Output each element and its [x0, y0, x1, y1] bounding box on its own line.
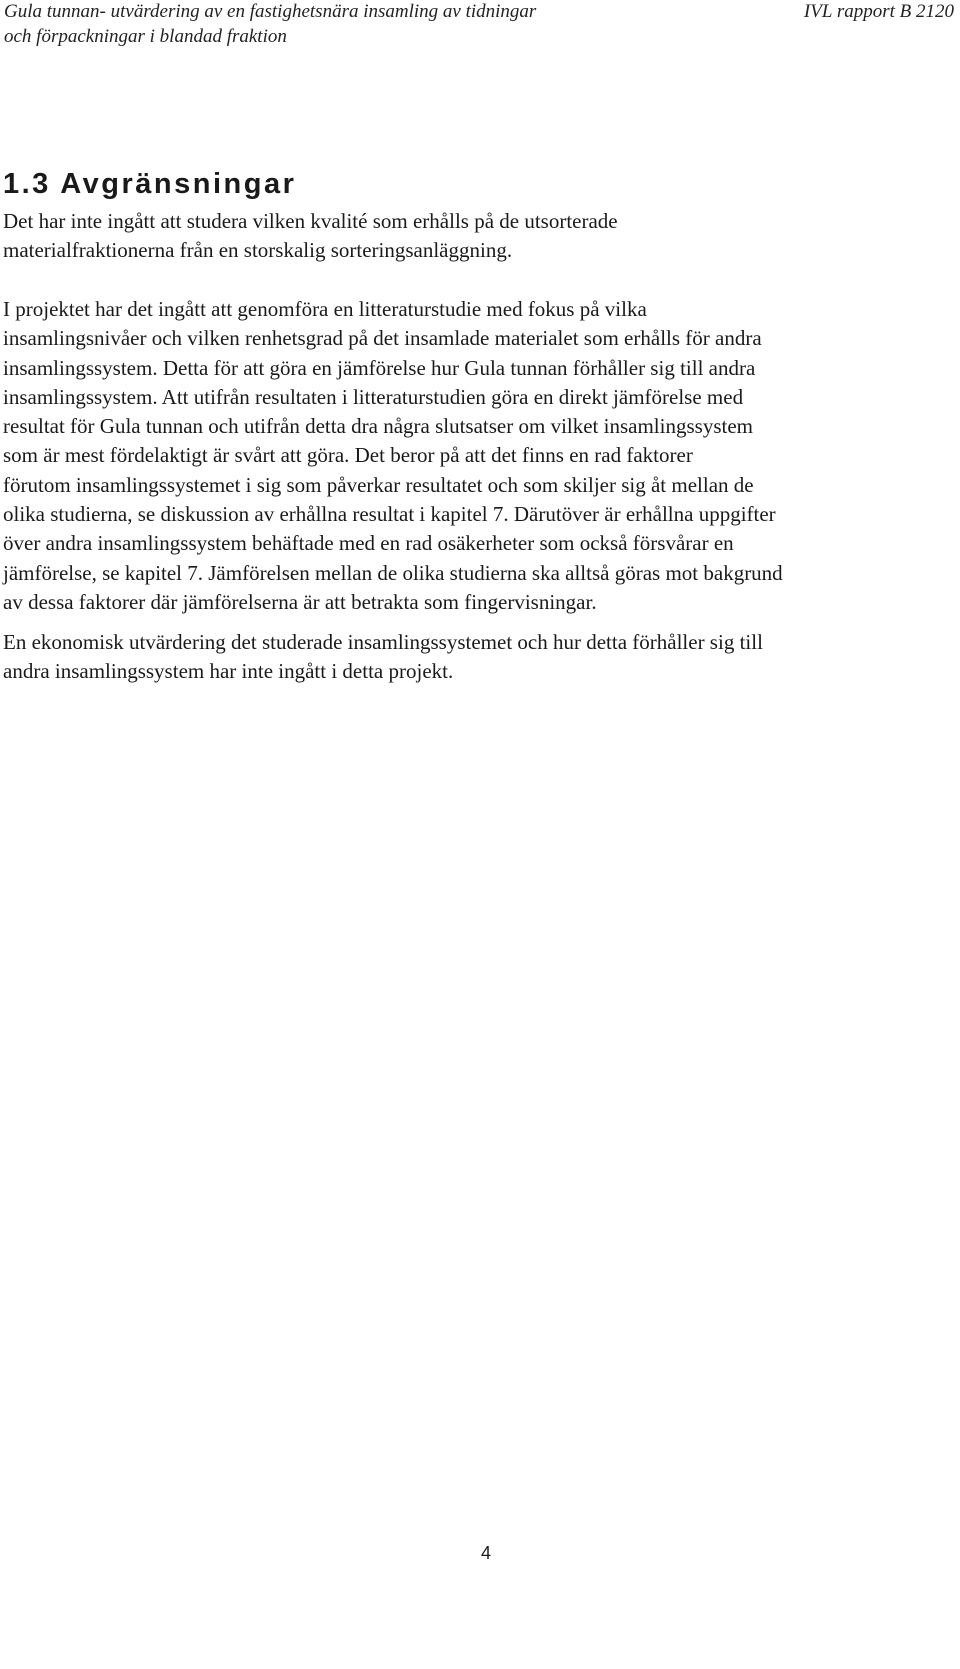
text-line: Det har inte ingått att studera vilken kvalité som erhålls på de utsorterade: [3, 209, 618, 233]
text-line: över andra insamlingssystem behäftade med en rad osäkerheter som också försvårar en: [3, 531, 734, 556]
text-line: insamlingssystem. Att utifrån resultaten i litteraturstudien göra en direkt jämförelse med: [3, 384, 744, 409]
paragraph: [3, 207, 953, 266]
text-line: förutom insamlingssystemet i sig som påverkar resultatet och som skiljer sig åt mellan de: [3, 472, 754, 497]
running-title-line: Gula tunnan- utvärdering av en fastighetsnära insamling av tidningar: [4, 1, 537, 22]
text-line: jämförelse, se kapitel 7. Jämförelsen mellan de olika studierna ska alltså göras mot bakgrund: [3, 560, 783, 585]
paragraph: [3, 628, 953, 687]
running-title: [4, 0, 536, 49]
page-number: [0, 1541, 960, 1565]
text-line: insamlingssystem. Detta för att göra en jämförelse hur Gula tunnan förhåller sig till andra: [3, 355, 756, 380]
page-number-text: 4: [480, 1543, 491, 1563]
section-heading: 1.3 Avgränsningar: [3, 168, 297, 200]
text-line: andra insamlingssystem har inte ingått i detta projekt.: [3, 659, 454, 684]
text-line: resultat för Gula tunnan och utifrån detta dra några slutsatser om vilket insamlingssystem: [3, 414, 753, 439]
report-id: IVL rapport B 2120: [803, 1, 954, 22]
page-header: [0, 0, 960, 50]
text-line: som är mest fördelaktigt är svårt att göra. Det beror på att det finns en rad faktorer: [3, 443, 693, 468]
paragraph: [3, 295, 953, 617]
text-line: insamlingsnivåer och vilken renhetsgrad på det insamlade materialet som erhålls för andra: [3, 326, 762, 351]
text-line: olika studierna, se diskussion av erhållna resultat i kapitel 7. Därutöver är erhållna uppgifter: [3, 502, 776, 527]
text-line: materialfraktionerna från en storskalig sorteringsanläggning.: [3, 238, 513, 263]
running-title-line: och förpackningar i blandad fraktion: [4, 25, 287, 47]
text-line: av dessa faktorer där jämförelserna är att betrakta som fingervisningar.: [3, 589, 597, 614]
text-line: En ekonomisk utvärdering det studerade insamlingssystemet och hur detta förhåller sig till: [3, 630, 763, 654]
text-line: I projektet har det ingått att genomföra en litteraturstudie med fokus på vilka: [3, 297, 647, 321]
